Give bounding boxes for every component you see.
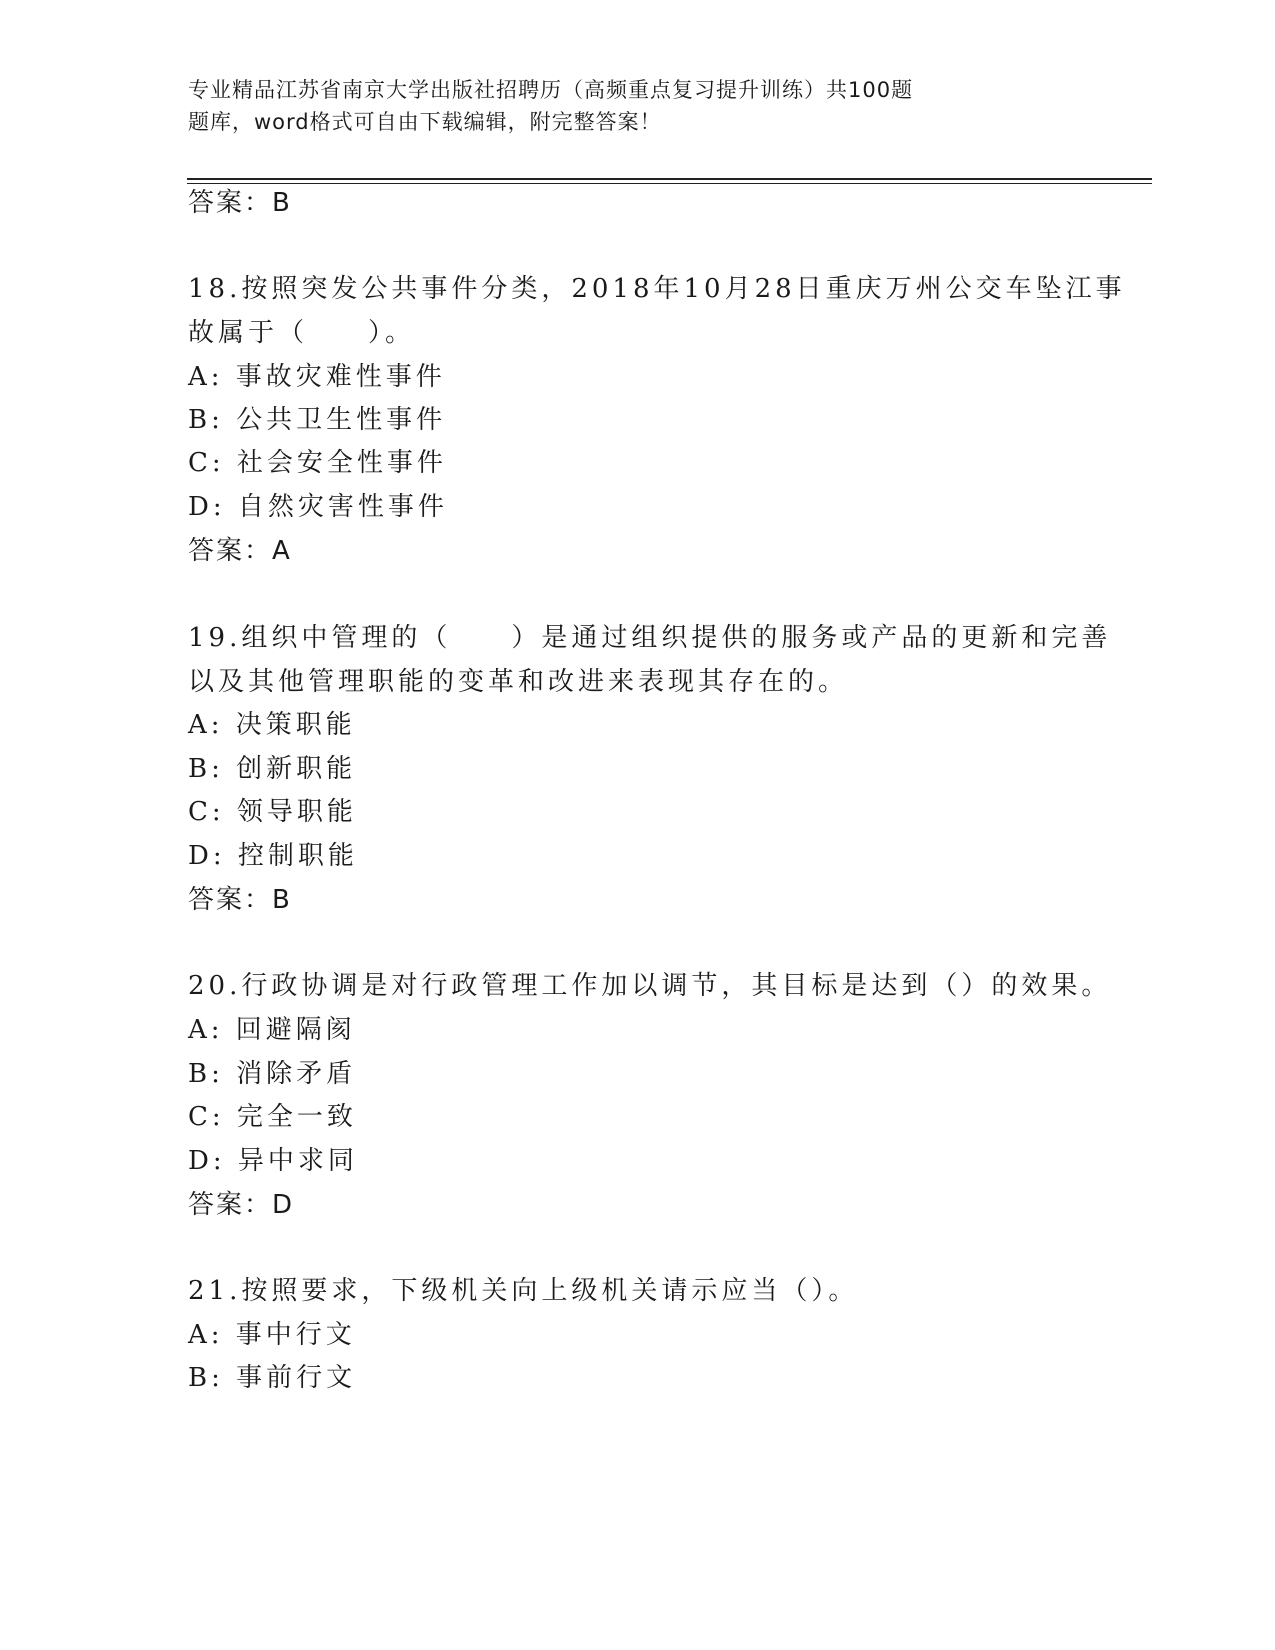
question-stem: 20.行政协调是对行政管理工作加以调节，其目标是达到（）的效果。	[188, 971, 1112, 1001]
header-divider	[187, 178, 1152, 180]
question-stem: 21.按照要求，下级机关向上级机关请示应当（）。	[188, 1276, 859, 1306]
option-item: C: 社会安全性事件	[188, 448, 447, 478]
header-divider-thin	[187, 183, 1152, 184]
option-item: B: 公共卫生性事件	[188, 405, 447, 435]
option-item: A: 事中行文	[188, 1320, 356, 1350]
option-item: D: 异中求同	[188, 1146, 358, 1176]
answer-line: 答案：A	[188, 536, 292, 566]
option-item: D: 控制职能	[188, 841, 358, 871]
question-stem: 以及其他管理职能的变革和改进来表现其存在的。	[188, 667, 849, 697]
document-header	[188, 74, 1018, 138]
option-item: A: 决策职能	[188, 710, 356, 740]
header-title-line-2: 题库，word格式可自由下载编辑，附完整答案！	[188, 110, 662, 134]
answer-line: 答案：B	[188, 188, 292, 218]
option-item: B: 事前行文	[188, 1363, 357, 1393]
option-item: C: 领导职能	[188, 797, 357, 827]
question-stem: 19.组织中管理的（ ）是通过组织提供的服务或产品的更新和完善	[188, 623, 1112, 653]
option-item: A: 事故灾难性事件	[188, 362, 446, 392]
answer-line: 答案：D	[188, 1190, 295, 1220]
option-item: C: 完全一致	[188, 1102, 357, 1132]
option-item: B: 消除矛盾	[188, 1059, 357, 1089]
question-stem: 故属于（ ）。	[188, 318, 416, 348]
option-item: B: 创新职能	[188, 754, 357, 784]
option-item: D: 自然灾害性事件	[188, 492, 448, 522]
question-stem: 18.按照突发公共事件分类，2018年10月28日重庆万州公交车坠江事	[188, 274, 1126, 304]
option-item: A: 回避隔阂	[188, 1015, 356, 1045]
header-title-line-1: 专业精品江苏省南京大学出版社招聘历（高频重点复习提升训练）共100题	[188, 78, 914, 102]
answer-line: 答案：B	[188, 885, 292, 915]
